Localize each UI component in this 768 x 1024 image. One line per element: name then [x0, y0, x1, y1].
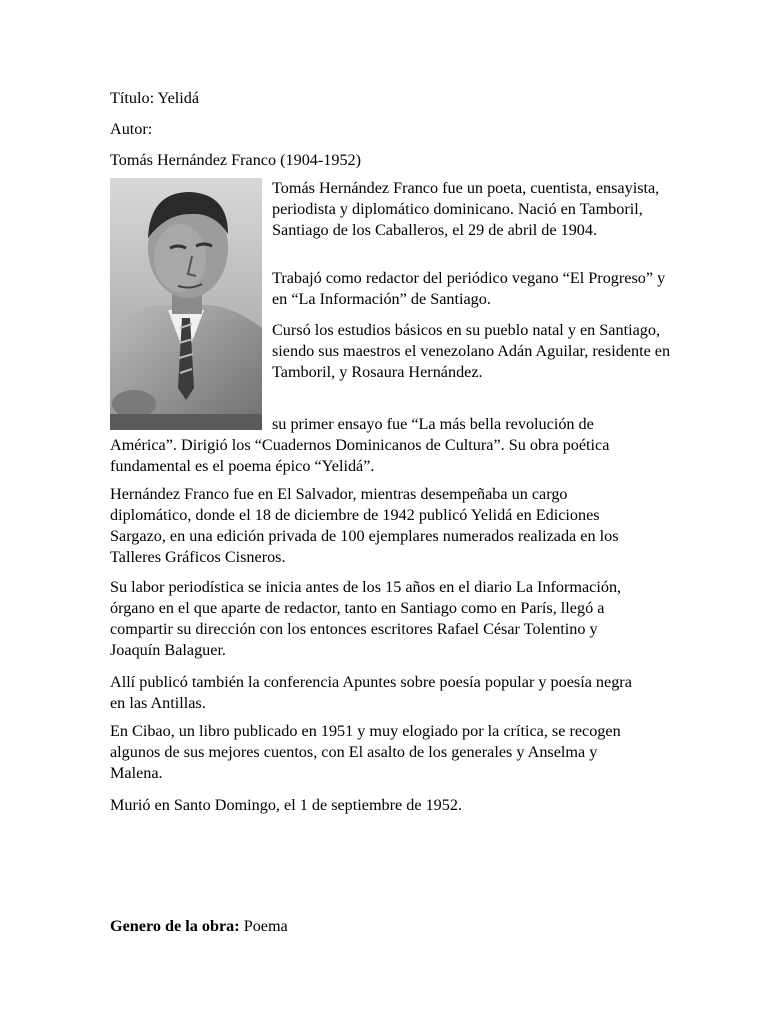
- genre-value: Poema: [239, 917, 288, 935]
- paragraph-first-essay-rest: América”. Dirigió los “Cuadernos Dominicanos de Cultura”. Su obra poética fundamental es el poema épico “Yelidá”.: [110, 436, 610, 475]
- paragraph-first-essay: [110, 414, 650, 477]
- paragraph-bio-work: Trabajó como redactor del periódico vegano “El Progreso” y en “La Información” de Santiago.: [272, 269, 666, 308]
- paragraph-first-essay-line1: su primer ensayo fue “La más bella revolución de: [272, 415, 594, 433]
- paragraph-cibao: En Cibao, un libro publicado en 1951 y muy elogiado por la crítica, se recogen algunos de sus mejores cuentos, con El asalto de los generales y Anselma y Malena.: [110, 722, 621, 782]
- paragraph-death: Murió en Santo Domingo, el 1 de septiembre de 1952.: [110, 796, 463, 814]
- paragraph-conference: Allí publicó también la conferencia Apuntes sobre poesía popular y poesía negra en las Antillas.: [110, 673, 632, 712]
- genre-line: [110, 916, 288, 937]
- paragraph-journalism: Su labor periodística se inicia antes de los 15 años en el diario La Información, órgano en el que aparte de redactor, tanto en Santiago como en París, llegó a compartir su dirección con los entonces escritores Rafael César Tolentino y Joaquín Balaguer.: [110, 578, 622, 659]
- genre-label: Genero de la obra:: [110, 917, 240, 935]
- author-portrait-photo: [110, 178, 262, 430]
- author-name: Tomás Hernández Franco (1904-1952): [110, 151, 362, 169]
- paragraph-bio-studies: Cursó los estudios básicos en su pueblo natal y en Santiago, siendo sus maestros el venezolano Adán Aguilar, residente en Tamboril, y Rosaura Hernández.: [272, 321, 671, 381]
- author-label: Autor:: [110, 120, 153, 138]
- paragraph-bio-intro: Tomás Hernández Franco fue un poeta, cuentista, ensayista, periodista y diplomático dominicano. Nació en Tamboril, Santiago de los Caballeros, el 29 de abril de 1904.: [272, 179, 660, 239]
- author-portrait-icon: [110, 178, 262, 430]
- document-title: Título: Yelidá: [110, 89, 200, 107]
- paragraph-el-salvador: Hernández Franco fue en El Salvador, mientras desempeñaba un cargo diplomático, donde el 18 de diciembre de 1942 publicó Yelidá en Ediciones Sargazo, en una edición privada de 100 ejemplares numerados realizada en los Talleres Gráficos Cisneros.: [110, 485, 619, 566]
